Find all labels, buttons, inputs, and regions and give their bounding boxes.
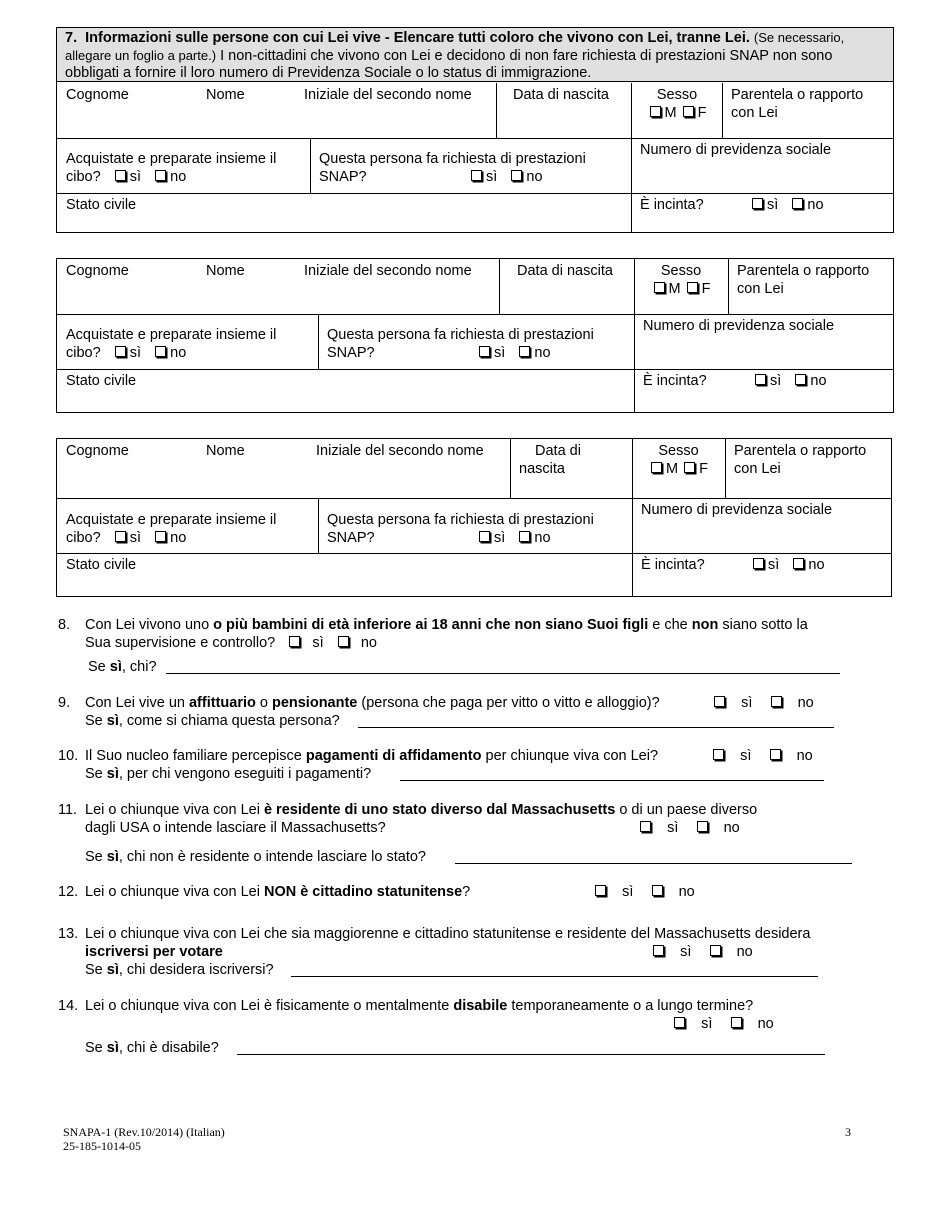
t2-cognome-label: Cognome (66, 263, 129, 279)
t3-incinta-question: È incinta? sì no (641, 557, 825, 573)
t2-snap-question: Questa persona fa richiesta di prestazioni SNAP? sì no (327, 327, 594, 361)
t1-sesso-cell: Sesso M F (634, 84, 720, 124)
q9-answer-line[interactable] (358, 727, 834, 728)
question-14-followup: Se sì, chi è disabile? (85, 1040, 219, 1056)
section-7-title: 7. Informazioni sulle persone con cui Lei vive - Elencare tutti coloro che vivono con Lei, tranne Lei. (65, 30, 750, 46)
question-10: 10. Il Suo nucleo familiare percepisce pagamenti di affidamento per chiunque viva con Lei? (58, 748, 659, 764)
q14-si-checkbox[interactable] (674, 1017, 685, 1028)
q12-si-checkbox[interactable] (595, 885, 606, 896)
t3-iniziale-label: Iniziale del secondo nome (316, 443, 484, 459)
q11-si-checkbox[interactable] (640, 821, 651, 832)
t3-cibo-si-checkbox[interactable] (115, 531, 126, 542)
t3-cibo-question: Acquistate e preparate insieme il cibo? sì no (66, 512, 277, 546)
q9-si-checkbox[interactable] (714, 696, 725, 707)
t1-incinta-no-checkbox[interactable] (792, 198, 803, 209)
question-11-followup: Se sì, chi non è residente o intende lasciare lo stato? (85, 849, 426, 865)
t3-parentela-label: Parentela o rapporto con Lei (734, 443, 867, 477)
question-11-line2: dagli USA o intende lasciare il Massachusetts? (85, 820, 386, 836)
q13-answer-line[interactable] (291, 976, 818, 977)
t1-cibo-no-checkbox[interactable] (155, 170, 166, 181)
t3-sesso-f-checkbox[interactable] (684, 462, 695, 473)
t2-ssn-label: Numero di previdenza sociale (643, 318, 835, 334)
t1-snap-no-checkbox[interactable] (511, 170, 522, 181)
question-14: 14. Lei o chiunque viva con Lei è fisicamente o mentalmente disabile temporaneamente o a lungo termine? (58, 998, 754, 1014)
t2-incinta-no-checkbox[interactable] (795, 374, 806, 385)
question-13-line2: iscriversi per votare (85, 944, 223, 960)
t3-ssn-label: Numero di previdenza sociale (641, 502, 833, 518)
t3-sesso-cell: Sesso M F (634, 440, 723, 480)
t1-ssn-label: Numero di previdenza sociale (640, 142, 832, 158)
t2-incinta-question: È incinta? sì no (643, 373, 827, 389)
q10-si-checkbox[interactable] (713, 749, 724, 760)
question-8-line2: Sua supervisione e controllo? sì no (85, 635, 377, 651)
t2-cibo-si-checkbox[interactable] (115, 346, 126, 357)
q14-answer-line[interactable] (237, 1054, 825, 1055)
t3-cibo-no-checkbox[interactable] (155, 531, 166, 542)
q12-no-checkbox[interactable] (652, 885, 663, 896)
q14-choices: sì no (672, 1015, 774, 1033)
question-9: 9. Con Lei vive un affittuario o pensionante (persona che paga per vitto o vitto e alloggio)? (58, 695, 660, 711)
q9-no-checkbox[interactable] (771, 696, 782, 707)
t2-sesso-label: Sesso (660, 263, 702, 279)
t2-cibo-no-checkbox[interactable] (155, 346, 166, 357)
t1-incinta-si-checkbox[interactable] (752, 198, 763, 209)
t2-sesso-cell: Sesso M F (636, 260, 726, 300)
t1-snap-question: Questa persona fa richiesta di prestazioni SNAP? sì no (319, 151, 586, 185)
t3-stato-civile-label: Stato civile (66, 557, 137, 573)
t1-sesso-m-checkbox[interactable] (650, 106, 661, 117)
t3-sesso-label: Sesso (658, 443, 699, 459)
t3-data-label: Data di nascita (519, 443, 581, 477)
t2-iniziale-label: Iniziale del secondo nome (304, 263, 472, 279)
t3-cognome-label: Cognome (66, 443, 129, 459)
question-9-followup: Se sì, come si chiama questa persona? (85, 713, 340, 729)
q12-choices: sì no (593, 883, 695, 901)
question-8: 8. Con Lei vivono uno o più bambini di età inferiore ai 18 anni che non siano Suoi figli e che non siano sotto la (58, 617, 808, 633)
t3-incinta-no-checkbox[interactable] (793, 558, 804, 569)
question-13-followup: Se sì, chi desidera iscriversi? (85, 962, 274, 978)
t2-nome-label: Nome (206, 263, 245, 279)
t2-sesso-m-checkbox[interactable] (654, 282, 665, 293)
t1-cognome-label: Cognome (66, 87, 129, 103)
t1-iniziale-label: Iniziale del secondo nome (304, 87, 472, 103)
question-10-followup: Se sì, per chi vengono eseguiti i pagamenti? (85, 766, 372, 782)
t1-data-label: Data di nascita (513, 87, 609, 103)
q10-answer-line[interactable] (400, 780, 824, 781)
t1-cibo-si-checkbox[interactable] (115, 170, 126, 181)
question-13: 13. Lei o chiunque viva con Lei che sia maggiorenne e cittadino statunitense e residente del Massachusetts desidera (58, 926, 811, 942)
t3-snap-question: Questa persona fa richiesta di prestazioni SNAP? sì no (327, 512, 594, 546)
t2-snap-no-checkbox[interactable] (519, 346, 530, 357)
t1-snap-si-checkbox[interactable] (471, 170, 482, 181)
t2-parentela-label: Parentela o rapporto con Lei (737, 263, 870, 297)
question-12: 12. Lei o chiunque viva con Lei NON è cittadino statunitense? (58, 884, 471, 900)
q13-si-checkbox[interactable] (653, 945, 664, 956)
t2-data-label: Data di nascita (517, 263, 613, 279)
q10-no-checkbox[interactable] (770, 749, 781, 760)
footer-code: 25-185-1014-05 (63, 1139, 141, 1153)
t3-incinta-si-checkbox[interactable] (753, 558, 764, 569)
t2-cibo-question: Acquistate e preparate insieme il cibo? sì no (66, 327, 277, 361)
q10-choices: sì no (711, 747, 813, 765)
t2-snap-si-checkbox[interactable] (479, 346, 490, 357)
section-7-note: (Se necessario, allegare un foglio a parte.) (65, 30, 845, 63)
q9-choices: sì no (712, 694, 814, 712)
question-8-followup: Se sì, chi? (88, 659, 157, 675)
page-number: 3 (845, 1125, 851, 1139)
q11-answer-line[interactable] (455, 863, 852, 864)
q13-no-checkbox[interactable] (710, 945, 721, 956)
t1-nome-label: Nome (206, 87, 245, 103)
t1-sesso-f-checkbox[interactable] (683, 106, 694, 117)
t1-cibo-question: Acquistate e preparate insieme il cibo? sì no (66, 151, 277, 185)
t1-stato-civile-label: Stato civile (66, 197, 137, 213)
q13-choices: sì no (651, 943, 753, 961)
q8-si-checkbox[interactable] (289, 636, 300, 647)
t2-incinta-si-checkbox[interactable] (755, 374, 766, 385)
footer-form-id: SNAPA-1 (Rev.10/2014) (Italian) (63, 1125, 225, 1139)
t1-incinta-question: È incinta? sì no (640, 197, 824, 213)
t3-snap-si-checkbox[interactable] (479, 531, 490, 542)
q11-choices: sì no (638, 819, 740, 837)
t3-nome-label: Nome (206, 443, 245, 459)
t2-sesso-f-checkbox[interactable] (687, 282, 698, 293)
question-11: 11. Lei o chiunque viva con Lei è residente di uno stato diverso dal Massachusetts o di un paese diverso (58, 802, 758, 818)
q11-no-checkbox[interactable] (697, 821, 708, 832)
q14-no-checkbox[interactable] (731, 1017, 742, 1028)
q8-no-checkbox[interactable] (338, 636, 349, 647)
section-7-header (57, 28, 893, 82)
t3-snap-no-checkbox[interactable] (519, 531, 530, 542)
q8-answer-line[interactable] (166, 673, 840, 674)
t3-sesso-m-checkbox[interactable] (651, 462, 662, 473)
section-7-text: I non-cittadini che vivono con Lei e decidono di non fare richiesta di prestazioni SNAP non sono obbligati a fornire il loro numero di Previdenza Sociale o lo status di immigrazione. (65, 48, 833, 81)
t1-sesso-label: Sesso (656, 87, 698, 103)
t2-stato-civile-label: Stato civile (66, 373, 137, 389)
t1-parentela-label: Parentela o rapporto con Lei (731, 87, 864, 121)
